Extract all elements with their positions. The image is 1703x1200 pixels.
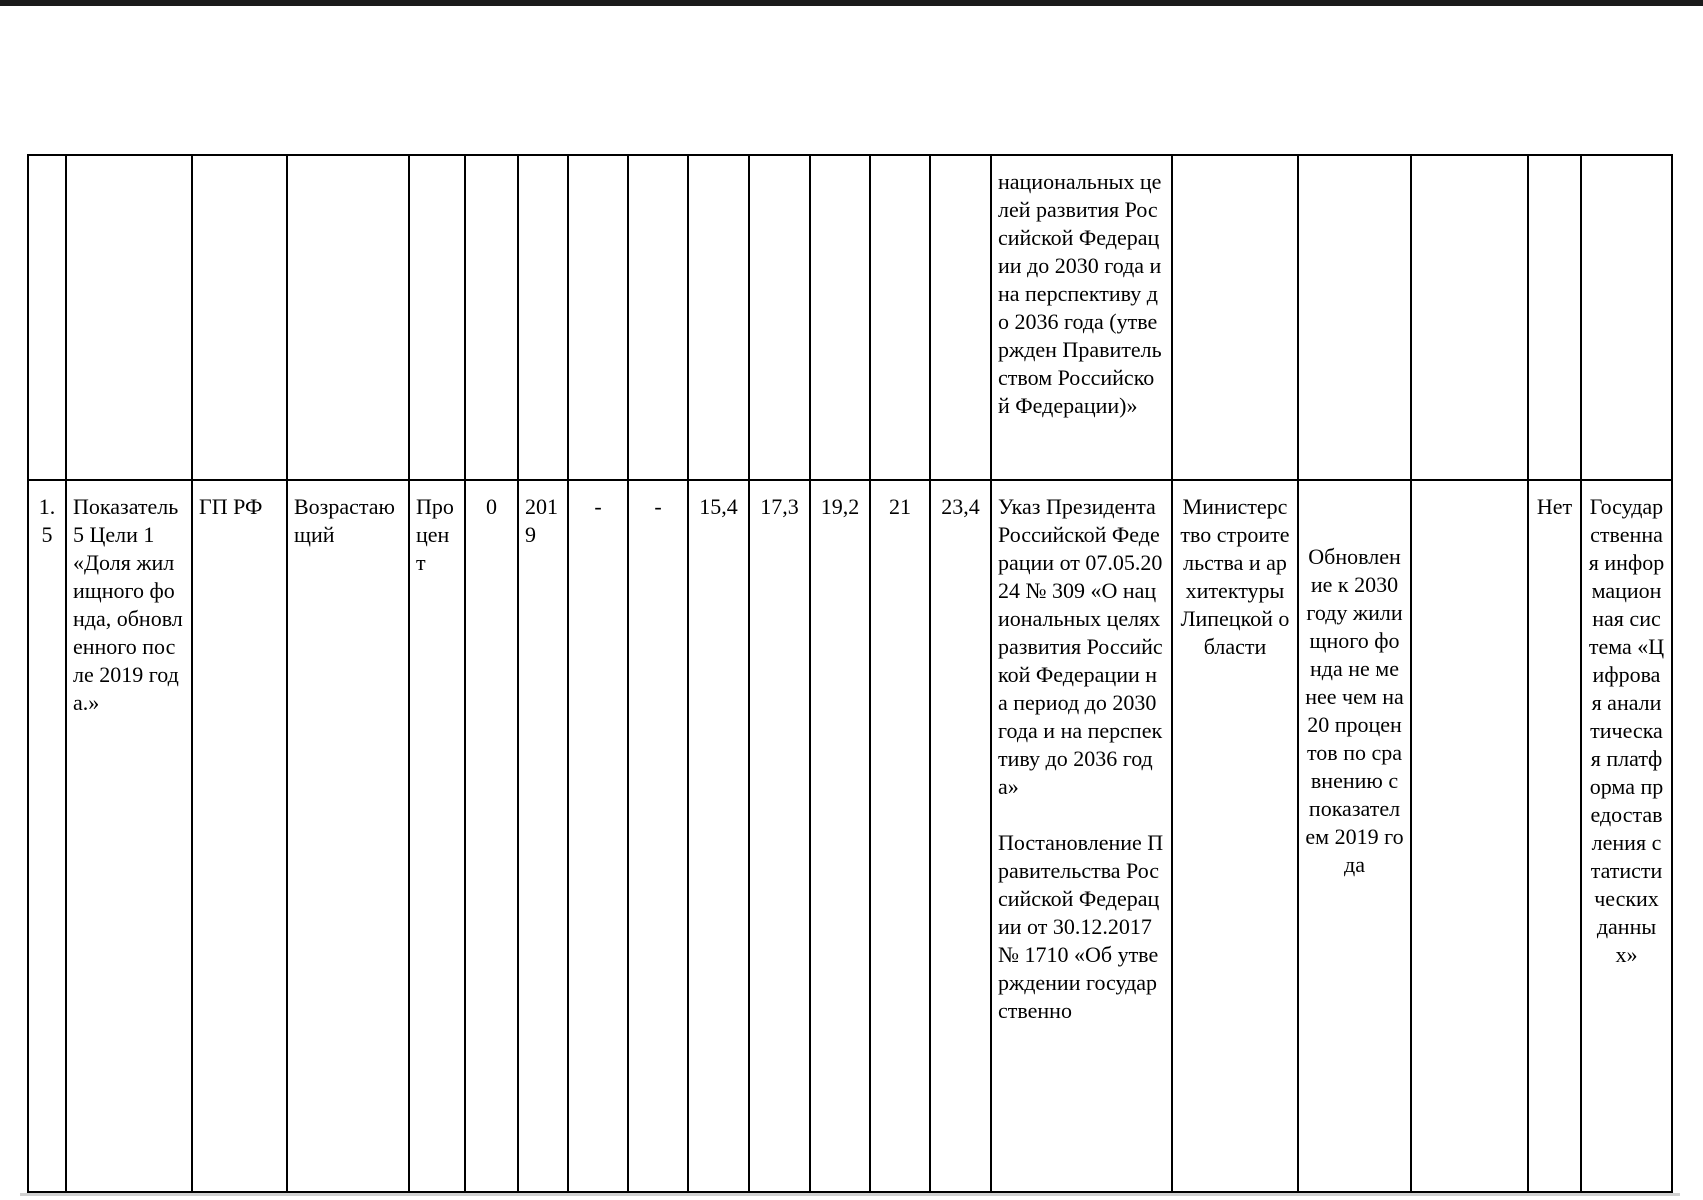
scan-bottom-edge	[20, 1193, 1680, 1196]
cell-trend: Возрастающий	[287, 480, 409, 1192]
cell-value-5: 19,2	[810, 480, 870, 1192]
cell-base-value-cont	[465, 155, 518, 480]
cell-level-cont	[192, 155, 287, 480]
cell-v1-cont	[568, 155, 628, 480]
scan-top-edge	[0, 0, 1703, 6]
cell-indicator-name: Показатель 5 Цели 1 «Доля жилищного фонда, обновленного после 2019 года.»	[66, 480, 192, 1192]
cell-value-7: 23,4	[930, 480, 991, 1192]
cell-unit-cont	[409, 155, 465, 480]
cell-responsible: Министерство строительства и архитектуры Липецкой области	[1172, 480, 1298, 1192]
cell-v7-cont	[930, 155, 991, 480]
cell-base-year-cont	[518, 155, 568, 480]
table-row-continuation	[28, 155, 1672, 480]
indicator-table	[27, 154, 1673, 1193]
cell-national-goal: Обновление к 2030 году жилищного фонда не менее чем на 20 процентов по сравнению с показателем 2019 года	[1298, 480, 1411, 1192]
cell-base-value: 0	[465, 480, 518, 1192]
cell-basis: Указ Президента Российской Федерации от 07.05.2024 № 309 «О национальных целях развития Российской Федерации на период до 2030 года и на перспективу до 2036 года» Постановление Правительства Российской Федерации от 30.12.2017 № 1710 «Об утверждении государственно	[991, 480, 1172, 1192]
cell-v4-cont	[749, 155, 810, 480]
cell-level: ГП РФ	[192, 480, 287, 1192]
cell-related-cont	[1411, 155, 1528, 480]
cell-info-system-cont	[1581, 155, 1672, 480]
cell-num: 1.5	[28, 480, 66, 1192]
cell-v2-cont	[628, 155, 688, 480]
cell-num-cont	[28, 155, 66, 480]
cell-info-system: Государственная информационная система «Цифровая аналитическая платформа предоставления статистических данных»	[1581, 480, 1672, 1192]
cell-value-3: 15,4	[688, 480, 749, 1192]
cell-name-cont	[66, 155, 192, 480]
cell-flag: Нет	[1528, 480, 1581, 1192]
cell-value-2: -	[628, 480, 688, 1192]
cell-value-4: 17,3	[749, 480, 810, 1192]
cell-trend-cont	[287, 155, 409, 480]
cell-basis-cont: национальных целей развития Российской Федерации до 2030 года и на перспективу до 2036 года (утвержден Правительством Российской Федерации)»	[991, 155, 1172, 480]
cell-value-6: 21	[870, 480, 930, 1192]
cell-unit: Процент	[409, 480, 465, 1192]
cell-national-goal-cont	[1298, 155, 1411, 480]
cell-responsible-cont	[1172, 155, 1298, 480]
table-row-indicator-1-5	[28, 480, 1672, 1192]
cell-related	[1411, 480, 1528, 1192]
cell-base-year: 2019	[518, 480, 568, 1192]
cell-flag-cont	[1528, 155, 1581, 480]
cell-value-1: -	[568, 480, 628, 1192]
cell-v6-cont	[870, 155, 930, 480]
cell-v5-cont	[810, 155, 870, 480]
cell-v3-cont	[688, 155, 749, 480]
